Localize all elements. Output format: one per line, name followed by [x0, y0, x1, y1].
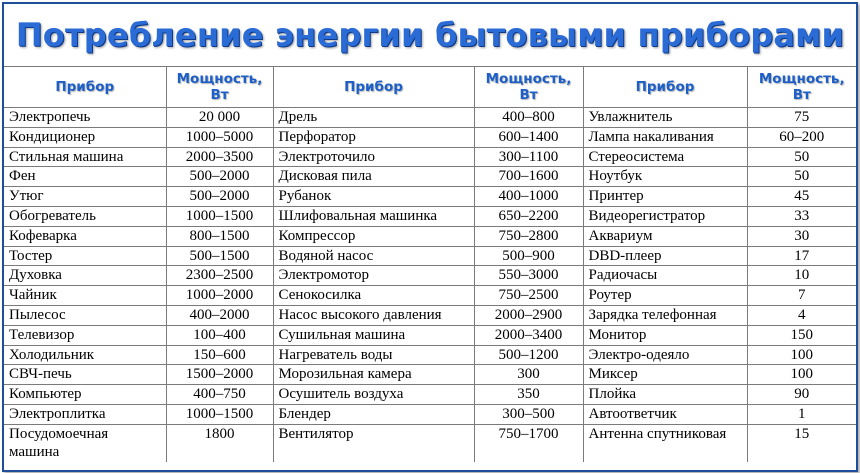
- device-name-cell: Зарядка телефонная: [583, 305, 747, 325]
- power-value-cell: 2000–3500: [166, 147, 273, 167]
- power-value-cell: 1800: [166, 424, 273, 462]
- power-value-cell: 1000–5000: [166, 127, 273, 147]
- device-name-cell: Принтер: [583, 187, 747, 207]
- table-row: [4, 345, 856, 365]
- power-value-cell: 50: [747, 147, 856, 167]
- power-value-cell: 45: [747, 187, 856, 207]
- power-value-cell: 300: [474, 365, 583, 385]
- power-value-cell: 100: [747, 345, 856, 365]
- device-name-cell: Водяной насос: [273, 246, 474, 266]
- power-value-cell: 500–2000: [166, 187, 273, 207]
- power-value-cell: 550–3000: [474, 266, 583, 286]
- device-name-cell: Электроплитка: [4, 404, 166, 424]
- power-value-cell: 300–500: [474, 404, 583, 424]
- power-value-cell: 350: [474, 385, 583, 405]
- device-name-cell: Сушильная машина: [273, 325, 474, 345]
- table-row: [4, 325, 856, 345]
- device-name-cell: Тостер: [4, 246, 166, 266]
- device-name-cell: Насос высокого давления: [273, 305, 474, 325]
- device-name-cell: Антенна спутниковая: [583, 424, 747, 462]
- column-header-device: Прибор: [4, 67, 166, 108]
- power-value-cell: 2000–3400: [474, 325, 583, 345]
- power-value-cell: 90: [747, 385, 856, 405]
- power-value-cell: 300–1100: [474, 147, 583, 167]
- power-value-cell: 17: [747, 246, 856, 266]
- device-name-cell: Осушитель воздуха: [273, 385, 474, 405]
- table-row: [4, 385, 856, 405]
- power-value-cell: 20 000: [166, 108, 273, 128]
- power-value-cell: 400–2000: [166, 305, 273, 325]
- device-name-cell: Шлифовальная машинка: [273, 206, 474, 226]
- device-name-cell: Пылесос: [4, 305, 166, 325]
- power-value-cell: 750–1700: [474, 424, 583, 462]
- device-name-cell: Электропечь: [4, 108, 166, 128]
- column-header-power: Мощность, Вт: [747, 67, 856, 108]
- device-name-cell: Электроточило: [273, 147, 474, 167]
- device-name-cell: Фен: [4, 167, 166, 187]
- device-name-cell: Монитор: [583, 325, 747, 345]
- device-name-cell: Увлажнитель: [583, 108, 747, 128]
- device-name-cell: Электро-одеяло: [583, 345, 747, 365]
- power-value-cell: 1500–2000: [166, 365, 273, 385]
- device-name-cell: Вентилятор: [273, 424, 474, 462]
- power-value-cell: 400–1000: [474, 187, 583, 207]
- power-value-cell: 700–1600: [474, 167, 583, 187]
- power-value-cell: 2000–2900: [474, 305, 583, 325]
- device-name-cell: Радиочасы: [583, 266, 747, 286]
- table-row: [4, 424, 856, 462]
- column-header-power: Мощность, Вт: [474, 67, 583, 108]
- power-value-cell: 10: [747, 266, 856, 286]
- column-header-power: Мощность, Вт: [166, 67, 273, 108]
- device-name-cell: Лампа накаливания: [583, 127, 747, 147]
- device-name-cell: Кондиционер: [4, 127, 166, 147]
- device-name-cell: Миксер: [583, 365, 747, 385]
- power-value-cell: 1000–2000: [166, 286, 273, 306]
- device-name-cell: Телевизор: [4, 325, 166, 345]
- power-value-cell: 1000–1500: [166, 404, 273, 424]
- power-value-cell: 500–2000: [166, 167, 273, 187]
- power-value-cell: 2300–2500: [166, 266, 273, 286]
- power-value-cell: 50: [747, 167, 856, 187]
- power-value-cell: 150–600: [166, 345, 273, 365]
- device-name-cell: Электромотор: [273, 266, 474, 286]
- power-value-cell: 75: [747, 108, 856, 128]
- device-name-cell: Компрессор: [273, 226, 474, 246]
- table-row: [4, 206, 856, 226]
- device-name-cell: Аквариум: [583, 226, 747, 246]
- device-name-cell: Автоответчик: [583, 404, 747, 424]
- power-value-cell: 1000–1500: [166, 206, 273, 226]
- device-name-cell: Роутер: [583, 286, 747, 306]
- column-header-device: Прибор: [273, 67, 474, 108]
- device-name-cell: Рубанок: [273, 187, 474, 207]
- power-value-cell: 750–2500: [474, 286, 583, 306]
- device-name-cell: СВЧ-печь: [4, 365, 166, 385]
- table-row: [4, 404, 856, 424]
- table-row: [4, 226, 856, 246]
- device-name-cell: Стереосистема: [583, 147, 747, 167]
- device-name-cell: Перфоратор: [273, 127, 474, 147]
- power-table: [4, 67, 856, 462]
- device-name-cell: Сенокосилка: [273, 286, 474, 306]
- power-value-cell: 150: [747, 325, 856, 345]
- device-name-cell: Посудомоечная машина: [4, 424, 166, 462]
- table-row: [4, 286, 856, 306]
- power-value-cell: 400–800: [474, 108, 583, 128]
- device-name-cell: Компьютер: [4, 385, 166, 405]
- power-value-cell: 1: [747, 404, 856, 424]
- table-row: [4, 127, 856, 147]
- device-name-cell: Духовка: [4, 266, 166, 286]
- power-value-cell: 60–200: [747, 127, 856, 147]
- device-name-cell: Чайник: [4, 286, 166, 306]
- power-value-cell: 800–1500: [166, 226, 273, 246]
- power-value-cell: 30: [747, 226, 856, 246]
- power-value-cell: 100: [747, 365, 856, 385]
- device-name-cell: Стильная машина: [4, 147, 166, 167]
- table-frame: [2, 2, 858, 472]
- table-row: [4, 266, 856, 286]
- power-value-cell: 750–2800: [474, 226, 583, 246]
- power-value-cell: 15: [747, 424, 856, 462]
- power-value-cell: 500–900: [474, 246, 583, 266]
- device-name-cell: Плойка: [583, 385, 747, 405]
- header-row: [4, 67, 856, 108]
- table-row: [4, 108, 856, 128]
- device-name-cell: DBD-плеер: [583, 246, 747, 266]
- device-name-cell: Нагреватель воды: [273, 345, 474, 365]
- table-row: [4, 147, 856, 167]
- table-row: [4, 187, 856, 207]
- device-name-cell: Блендер: [273, 404, 474, 424]
- column-header-device: Прибор: [583, 67, 747, 108]
- page-title: Потребление энергии бытовыми приборами: [4, 4, 856, 67]
- table-row: [4, 246, 856, 266]
- power-value-cell: 33: [747, 206, 856, 226]
- device-name-cell: Холодильник: [4, 345, 166, 365]
- table-row: [4, 365, 856, 385]
- power-value-cell: 100–400: [166, 325, 273, 345]
- power-value-cell: 600–1400: [474, 127, 583, 147]
- device-name-cell: Ноутбук: [583, 167, 747, 187]
- power-value-cell: 500–1200: [474, 345, 583, 365]
- power-value-cell: 7: [747, 286, 856, 306]
- table-row: [4, 167, 856, 187]
- device-name-cell: Обогреватель: [4, 206, 166, 226]
- power-value-cell: 500–1500: [166, 246, 273, 266]
- device-name-cell: Кофеварка: [4, 226, 166, 246]
- device-name-cell: Дисковая пила: [273, 167, 474, 187]
- device-name-cell: Видеорегистратор: [583, 206, 747, 226]
- device-name-cell: Дрель: [273, 108, 474, 128]
- power-value-cell: 400–750: [166, 385, 273, 405]
- power-value-cell: 650–2200: [474, 206, 583, 226]
- table-row: [4, 305, 856, 325]
- power-value-cell: 4: [747, 305, 856, 325]
- device-name-cell: Утюг: [4, 187, 166, 207]
- device-name-cell: Морозильная камера: [273, 365, 474, 385]
